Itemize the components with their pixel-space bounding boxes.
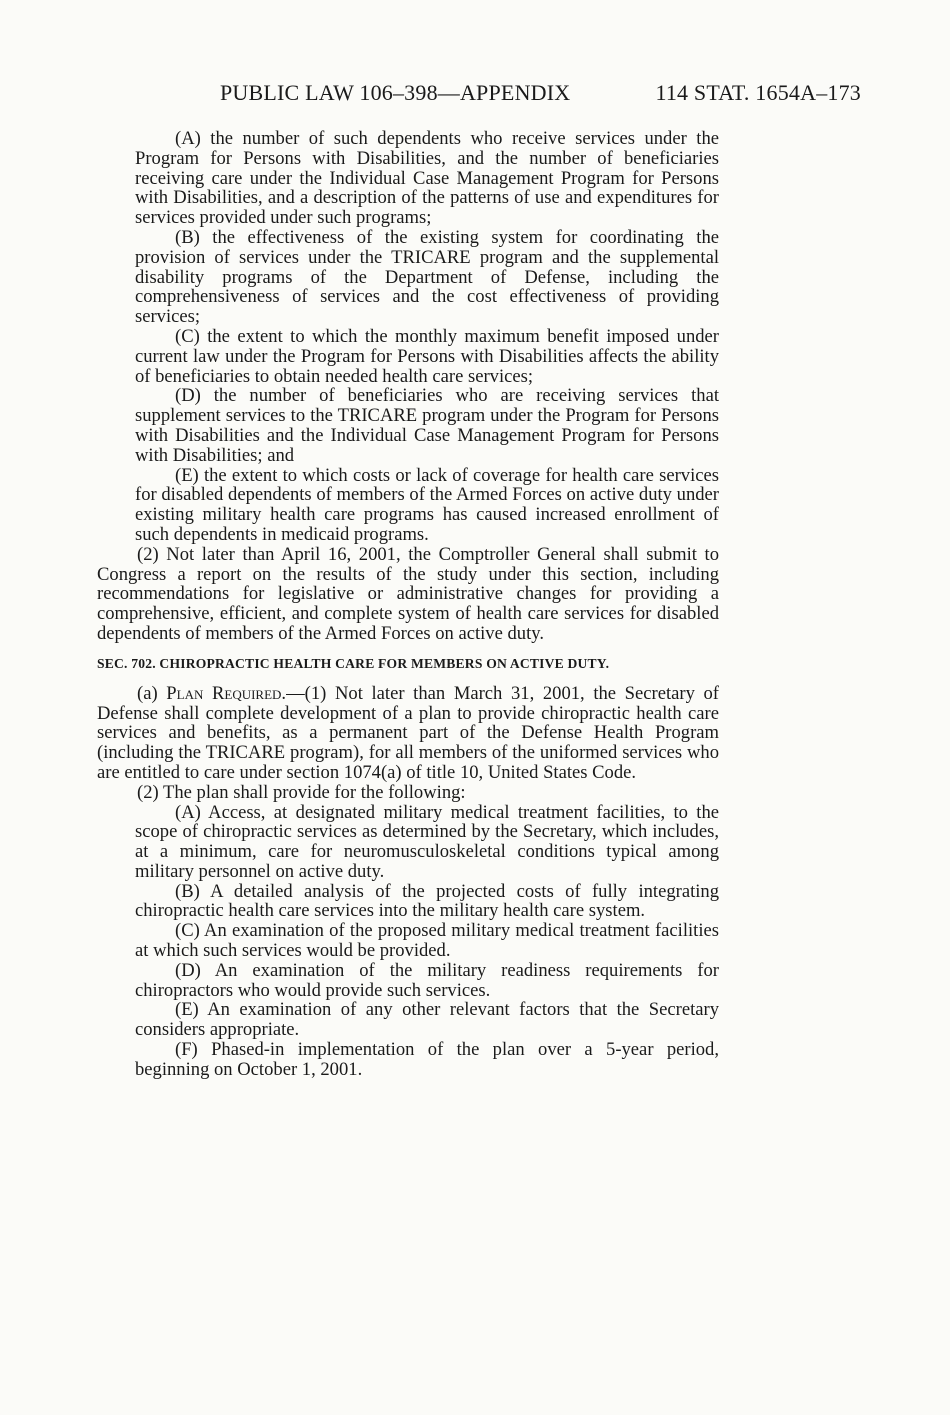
clause-a: (A) the number of such dependents who receive services under the Program for Persons with Disabilities, and the number of beneficiaries receiving care under the Individual Case Management Program for Persons with Disabilities, and a description of the patterns of use and expenditures for services provided under such programs; (135, 128, 719, 229)
plan-item-d: (D) An examination of the military readiness requirements for chiropractors who would provide such services. (135, 959, 719, 1001)
plan-item-b: (B) A detailed analysis of the projected costs of fully integrating chiropractic health care services into the military health care system. (135, 880, 719, 922)
running-header (220, 80, 861, 106)
subsection-a-text: —(1) Not later than March 31, 2001, the Secretary of Defense shall complete development of a plan to provide chiropractic health care services and benefits, as a permanent part of the Defense Health Program (including the TRICARE program), for all members of the uniformed services who are entitled to care under section 1074(a) of title 10, United States Code. (97, 682, 719, 783)
document-body (97, 129, 719, 1080)
plan-item-f: (F) Phased-in implementation of the plan over a 5-year period, beginning on October 1, 2001. (135, 1039, 719, 1080)
header-page-number: 114 STAT. 1654A–173 (655, 80, 861, 105)
paragraph-plan: (2) The plan shall provide for the following: (137, 781, 466, 803)
plan-item-e: (E) An examination of any other relevant factors that the Secretary considers appropriate. (135, 999, 719, 1041)
subsection-a-caption: Plan Required. (166, 682, 287, 704)
clause-e: (E) the extent to which costs or lack of coverage for health care services for disabled dependents of members of the Armed Forces on active duty under existing military health care programs has caused increased enrollment of such dependents in medicaid programs. (135, 464, 719, 545)
header-title: PUBLIC LAW 106–398—APPENDIX (220, 80, 571, 105)
plan-item-c: (C) An examination of the proposed military medical treatment facilities at which such services would be provided. (135, 920, 719, 962)
subsection-a (97, 684, 719, 783)
clause-c: (C) the extent to which the monthly maximum benefit imposed under current law under the Program for Persons with Disabilities affects the ability of beneficiaries to obtain needed health care services; (135, 325, 719, 387)
clause-b: (B) the effectiveness of the existing system for coordinating the provision of services under the TRICARE program and the supplemental disability programs of the Department of Defense, including the comprehensiveness of services and the cost effectiveness of providing services; (135, 226, 719, 328)
paragraph-report: (2) Not later than April 16, 2001, the Comptroller General shall submit to Congress a report on the results of the study under this section, including recommendations for legislative or administrative changes for providing a comprehensive, efficient, and complete system of health care services for disabled dependents of members of the Armed Forces on active duty. (97, 543, 719, 644)
subsection-a-lead: (a) (137, 682, 167, 704)
plan-item-a: (A) Access, at designated military medical treatment facilities, to the scope of chiropractic services as determined by the Secretary, which includes, at a minimum, care for neuromusculoskeletal conditions typical among military personnel on active duty. (135, 801, 719, 882)
clause-d: (D) the number of beneficiaries who are receiving services that supplement services to the TRICARE program under the Program for Persons with Disabilities and the Individual Case Management Program for Persons with Disabilities; and (135, 385, 719, 466)
section-heading: SEC. 702. CHIROPRACTIC HEALTH CARE FOR MEMBERS ON ACTIVE DUTY. (97, 655, 610, 671)
